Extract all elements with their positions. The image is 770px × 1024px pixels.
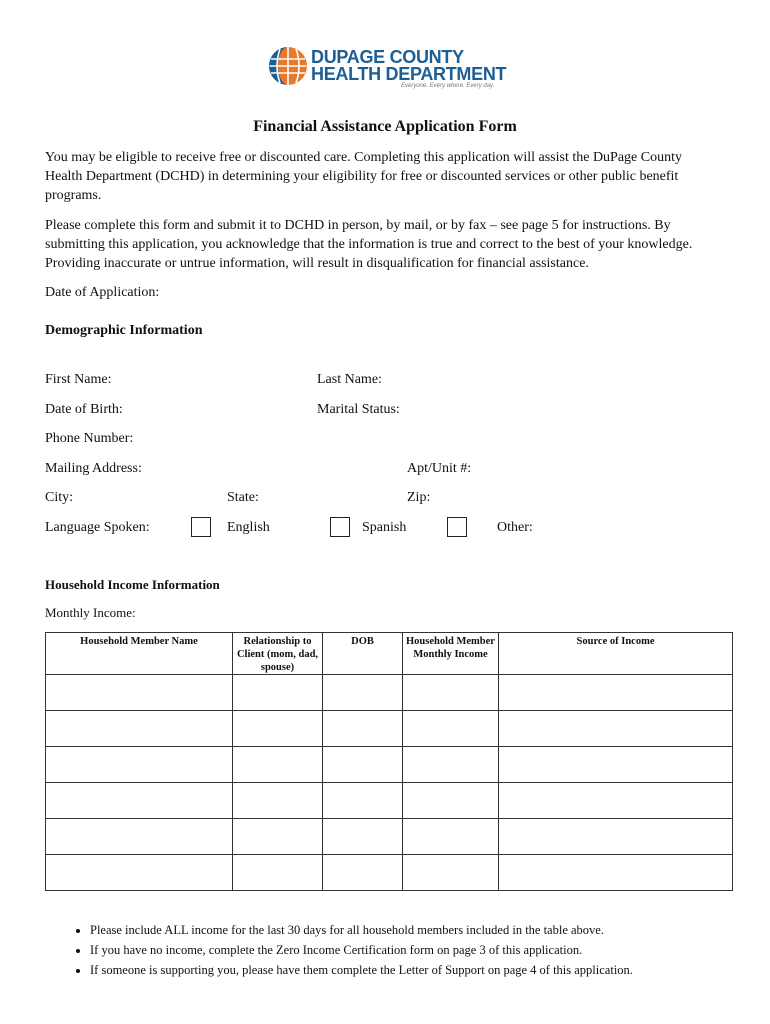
table-cell-input[interactable] (499, 747, 733, 783)
col-header-dob: DOB (323, 633, 403, 675)
table-cell-input[interactable] (403, 711, 499, 747)
intro-paragraph-2: Please complete this form and submit it to DCHD in person, by mail, or by fax – see page 5 for instructions. By submitting this application, you acknowledge that the information is true and correct to the best of your knowledge. Providing inaccurate or untrue information, will result in disqualification for financial assistance. (45, 218, 693, 271)
table-cell-input[interactable] (499, 711, 733, 747)
income-notes-list (45, 920, 770, 980)
first-name-label: First Name: (45, 372, 112, 387)
table-header-row (46, 633, 733, 675)
city-label: City: (45, 490, 74, 505)
form-title: Financial Assistance Application Form (253, 118, 517, 135)
table-cell-input[interactable] (233, 747, 323, 783)
phone-number-label: Phone Number: (45, 431, 134, 446)
household-income-heading: Household Income Information (45, 577, 220, 592)
table-cell-input[interactable] (46, 819, 233, 855)
table-cell-input[interactable] (46, 675, 233, 711)
language-spoken-label: Language Spoken: (45, 520, 150, 535)
col-header-relationship: Relationship to Client (mom, dad, spouse) (233, 633, 323, 675)
table-row (46, 819, 733, 855)
household-income-table (45, 632, 733, 891)
date-of-birth-label: Date of Birth: (45, 402, 123, 417)
table-row (46, 855, 733, 891)
english-checkbox[interactable] (191, 517, 211, 537)
dchd-logo (268, 44, 508, 92)
table-cell-input[interactable] (403, 783, 499, 819)
note-item: • If someone is supporting you, please have them complete the Letter of Support on page 4 of this application. (90, 960, 770, 980)
english-option-label: English (227, 520, 270, 535)
table-cell-input[interactable] (403, 747, 499, 783)
intro-paragraph-1: You may be eligible to receive free or discounted care. Completing this application will assist the DuPage County Health Department (DCHD) in determining your eligibility for free or discounted services or other public benefit programs. (45, 150, 682, 203)
note-item: • Please include ALL income for the last 30 days for all household members included in the table above. (90, 920, 770, 940)
logo-line-1: DUPAGE COUNTY (311, 47, 464, 67)
zip-label: Zip: (407, 490, 431, 505)
table-cell-input[interactable] (323, 747, 403, 783)
table-cell-input[interactable] (233, 855, 323, 891)
note-item: • If you have no income, complete the Zero Income Certification form on page 3 of this application. (90, 940, 770, 960)
table-row (46, 711, 733, 747)
table-cell-input[interactable] (403, 855, 499, 891)
date-of-application-label: Date of Application: (45, 285, 160, 300)
demographic-heading: Demographic Information (45, 323, 203, 338)
table-cell-input[interactable] (323, 819, 403, 855)
apt-unit-label: Apt/Unit #: (407, 461, 472, 476)
table-cell-input[interactable] (46, 855, 233, 891)
spanish-checkbox[interactable] (330, 517, 350, 537)
table-cell-input[interactable] (233, 783, 323, 819)
table-cell-input[interactable] (46, 747, 233, 783)
table-cell-input[interactable] (403, 819, 499, 855)
marital-status-label: Marital Status: (317, 402, 400, 417)
table-cell-input[interactable] (323, 675, 403, 711)
table-row (46, 783, 733, 819)
other-checkbox[interactable] (447, 517, 467, 537)
table-cell-input[interactable] (233, 675, 323, 711)
table-row (46, 675, 733, 711)
globe-logo-icon (268, 46, 308, 86)
col-header-member-name: Household Member Name (46, 633, 233, 675)
other-option-label: Other: (497, 520, 533, 535)
logo-line-2: HEALTH DEPARTMENT (311, 64, 507, 84)
table-cell-input[interactable] (323, 855, 403, 891)
table-cell-input[interactable] (233, 819, 323, 855)
table-cell-input[interactable] (403, 675, 499, 711)
table-cell-input[interactable] (499, 783, 733, 819)
table-row (46, 747, 733, 783)
state-label: State: (227, 490, 259, 505)
table-cell-input[interactable] (323, 711, 403, 747)
monthly-income-label: Monthly Income: (45, 605, 136, 620)
last-name-label: Last Name: (317, 372, 382, 387)
mailing-address-label: Mailing Address: (45, 461, 142, 476)
spanish-option-label: Spanish (362, 520, 407, 535)
table-cell-input[interactable] (499, 675, 733, 711)
table-cell-input[interactable] (46, 711, 233, 747)
table-cell-input[interactable] (499, 819, 733, 855)
col-header-monthly-income: Household Member Monthly Income (403, 633, 499, 675)
logo-tagline: Everyone. Every where. Every day. (401, 83, 495, 89)
table-cell-input[interactable] (46, 783, 233, 819)
table-cell-input[interactable] (323, 783, 403, 819)
table-cell-input[interactable] (233, 711, 323, 747)
table-cell-input[interactable] (499, 855, 733, 891)
col-header-source-of-income: Source of Income (499, 633, 733, 675)
